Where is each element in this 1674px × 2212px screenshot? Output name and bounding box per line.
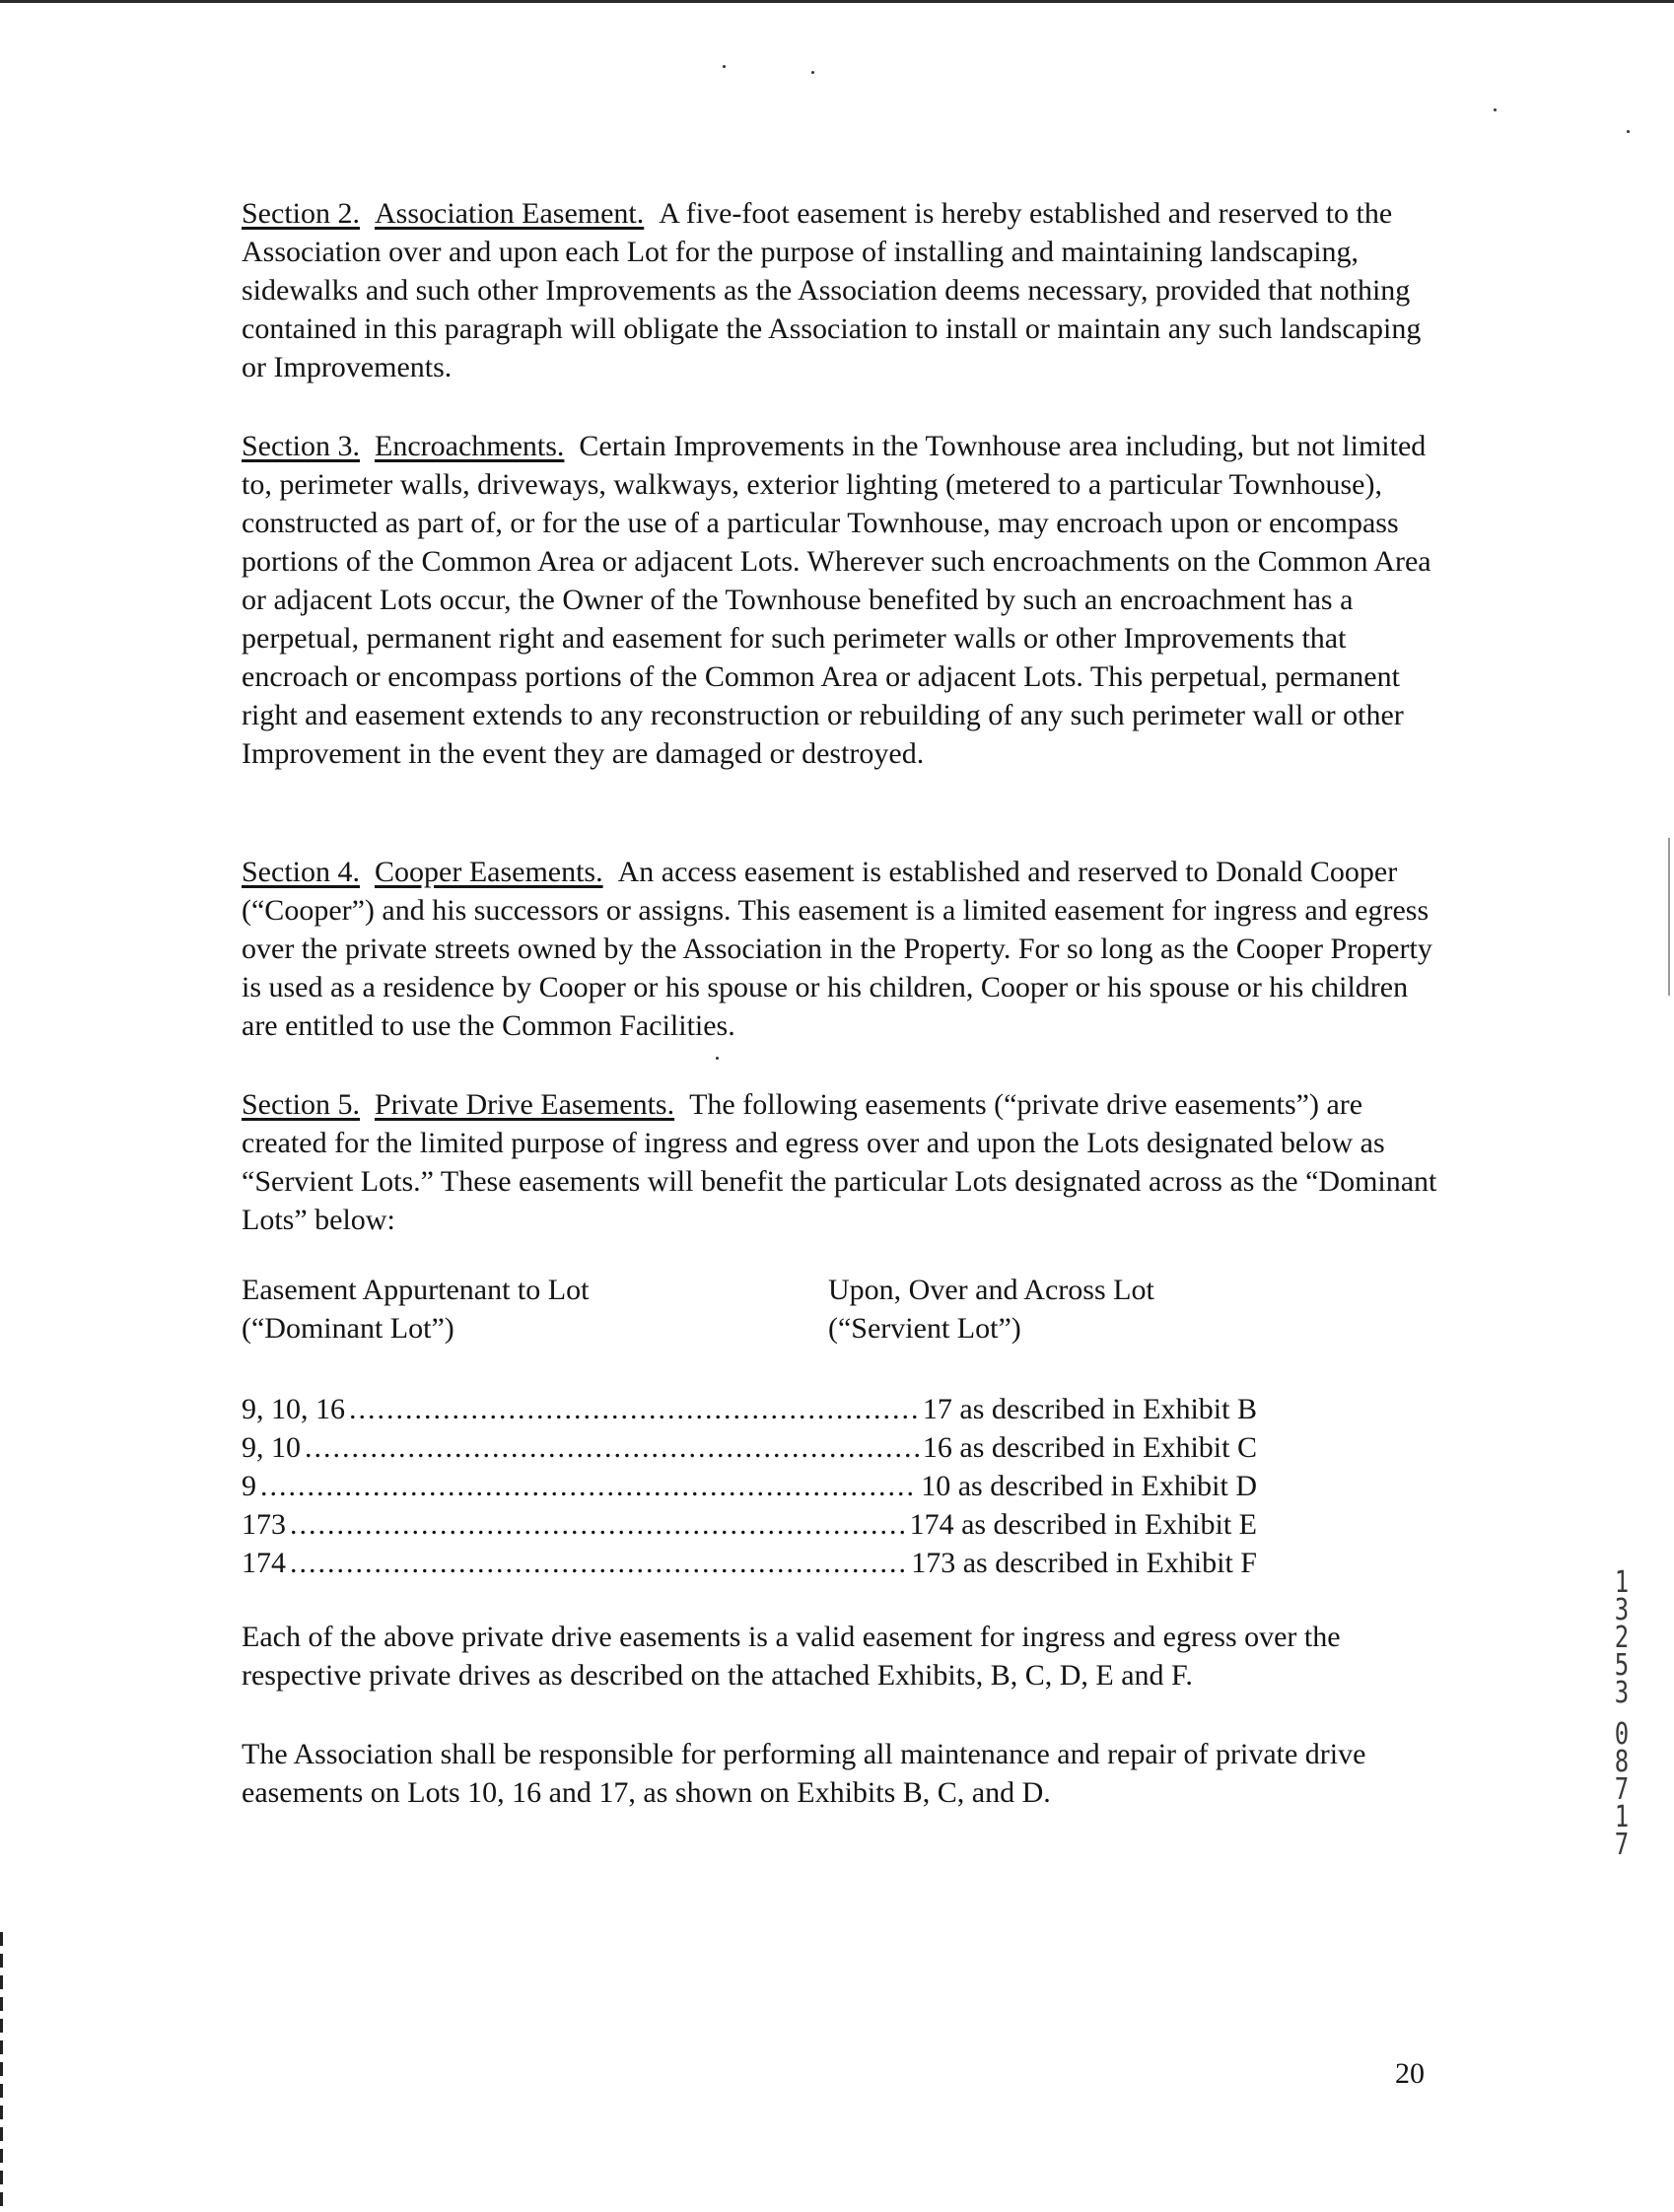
servient-header-line-1: Upon, Over and Across Lot <box>828 1274 1154 1306</box>
section-5-body: The following easements (“private drive easements”) are created for the limited purpose of ingress and egress over and upon the Lots designated below as “Servient Lots.” These easements will benefit the particular Lots designated across as the “Dominant Lots” below: <box>242 1088 1437 1236</box>
stamp-digit: 7 <box>1614 1828 1630 1862</box>
servient-lot: 174 as described in Exhibit E <box>909 1508 1257 1541</box>
dominant-lot: 9, 10, 16 <box>242 1393 345 1425</box>
section-3-body: Certain Improvements in the Townhouse area including, but not limited to, perimeter walls, driveways, walkways, exterior lighting (metered to a particular Townhouse), constructed as part of, or for the use of a particular Townhouse, may encroach upon or encompass portions of the Common Area or adjacent Lots. Wherever such encroachments on the Common Area or adjacent Lots occur, the Owner of the Townhouse benefited by such an encroachment has a perpetual, permanent right and easement for such perimeter walls or other Improvements that encroach or encompass portions of the Common Area or adjacent Lots. This perpetual, permanent right and easement extends to any reconstruction or rebuilding of any such perimeter wall or other Improvement in the event they are damaged or destroyed. <box>242 430 1431 770</box>
section-2-number: Section 2. <box>242 197 360 230</box>
section-4-body: An access easement is established and reserved to Donald Cooper (“Cooper”) and his successors or assigns. This easement is a limited easement for ingress and egress over the private streets owned by the Association in the Property. For so long as the Cooper Property is used as a residence by Cooper or his spouse or his children, Cooper or his spouse or his children are entitled to use the Common Facilities. <box>242 856 1432 1042</box>
scan-speck <box>723 65 726 68</box>
stamp-digit: 1 <box>1614 1565 1630 1600</box>
dominant-header-line-1: Easement Appurtenant to Lot <box>242 1274 590 1306</box>
scan-speck <box>811 71 814 74</box>
scan-speck <box>716 1057 719 1060</box>
section-3-number: Section 3. <box>242 430 360 462</box>
table-row <box>242 1467 1257 1505</box>
stamp-digit: 2 <box>1614 1621 1630 1655</box>
stamp-digit: 8 <box>1614 1745 1630 1779</box>
closing-text-2: The Association shall be responsible for performing all maintenance and repair of private drive easements on Lots 10, 16 and 17, as shown on Exhibits B, C, and D. <box>242 1738 1366 1809</box>
dot-leader <box>260 1467 917 1505</box>
servient-lot: 173 as described in Exhibit F <box>911 1547 1257 1579</box>
section-4-number: Section 4. <box>242 856 360 888</box>
section-3-paragraph <box>242 427 1444 773</box>
scan-speck <box>1494 108 1497 111</box>
section-5-paragraph <box>242 1085 1444 1239</box>
scan-left-edge <box>0 1932 3 2212</box>
section-5-title: Private Drive Easements. <box>375 1088 675 1121</box>
section-2-paragraph <box>242 194 1444 386</box>
dominant-lot: 173 <box>242 1508 286 1541</box>
section-4-title: Cooper Easements. <box>375 856 603 888</box>
table-row <box>242 1544 1257 1582</box>
servient-lot: 17 as described in Exhibit B <box>922 1393 1257 1425</box>
section-2 <box>242 194 1444 386</box>
dominant-lot: 9, 10 <box>242 1431 301 1464</box>
dot-leader <box>290 1505 906 1544</box>
section-3 <box>242 427 1444 773</box>
section-2-title: Association Easement. <box>375 197 645 230</box>
dot-leader <box>290 1544 907 1582</box>
closing-paragraph-1 <box>242 1618 1444 1694</box>
dominant-lot-header <box>242 1271 794 1348</box>
table-row <box>242 1390 1257 1428</box>
scan-speck <box>1627 130 1630 133</box>
closing-text-1: Each of the above private drive easements is a valid easement for ingress and egress over the respective private drives as described on the attached Exhibits, B, C, D, E and F. <box>242 1621 1341 1692</box>
easement-table <box>242 1390 1257 1582</box>
scan-right-edge <box>1668 838 1670 996</box>
scan-top-edge <box>0 0 1674 3</box>
table-row <box>242 1428 1257 1467</box>
dot-leader <box>349 1390 919 1428</box>
section-3-title: Encroachments. <box>375 430 565 462</box>
servient-lot: 16 as described in Exhibit C <box>922 1431 1257 1464</box>
section-5-number: Section 5. <box>242 1088 360 1121</box>
servient-lot: 10 as described in Exhibit D <box>921 1470 1257 1502</box>
dominant-lot: 174 <box>242 1547 286 1579</box>
stamp-digit: 5 <box>1614 1648 1630 1683</box>
stamp-digit: 0 <box>1614 1717 1630 1752</box>
dominant-lot: 9 <box>242 1470 256 1502</box>
section-4 <box>242 853 1444 1045</box>
page-number: 20 <box>1395 2057 1425 2090</box>
closing-paragraph-2 <box>242 1735 1444 1812</box>
section-5 <box>242 1085 1444 1239</box>
table-row <box>242 1505 1257 1544</box>
stamp-digit: 3 <box>1614 1593 1630 1627</box>
dominant-header-line-2: (“Dominant Lot”) <box>242 1312 454 1345</box>
dot-leader <box>305 1428 919 1467</box>
section-4-paragraph <box>242 853 1444 1045</box>
servient-header-line-2: (“Servient Lot”) <box>828 1312 1021 1345</box>
recording-stamp <box>1602 1565 1641 1862</box>
servient-lot-header <box>828 1271 1321 1348</box>
stamp-digit: 7 <box>1614 1772 1630 1807</box>
stamp-digit: 3 <box>1614 1676 1630 1710</box>
stamp-digit: 1 <box>1614 1800 1630 1834</box>
section-2-body: A five-foot easement is hereby established and reserved to the Association over and upon each Lot for the purpose of installing and maintaining landscaping, sidewalks and such other Improvements as the Association deems necessary, provided that nothing contained in this paragraph will obligate the Association to install or maintain any such landscaping or Improvements. <box>242 197 1422 383</box>
